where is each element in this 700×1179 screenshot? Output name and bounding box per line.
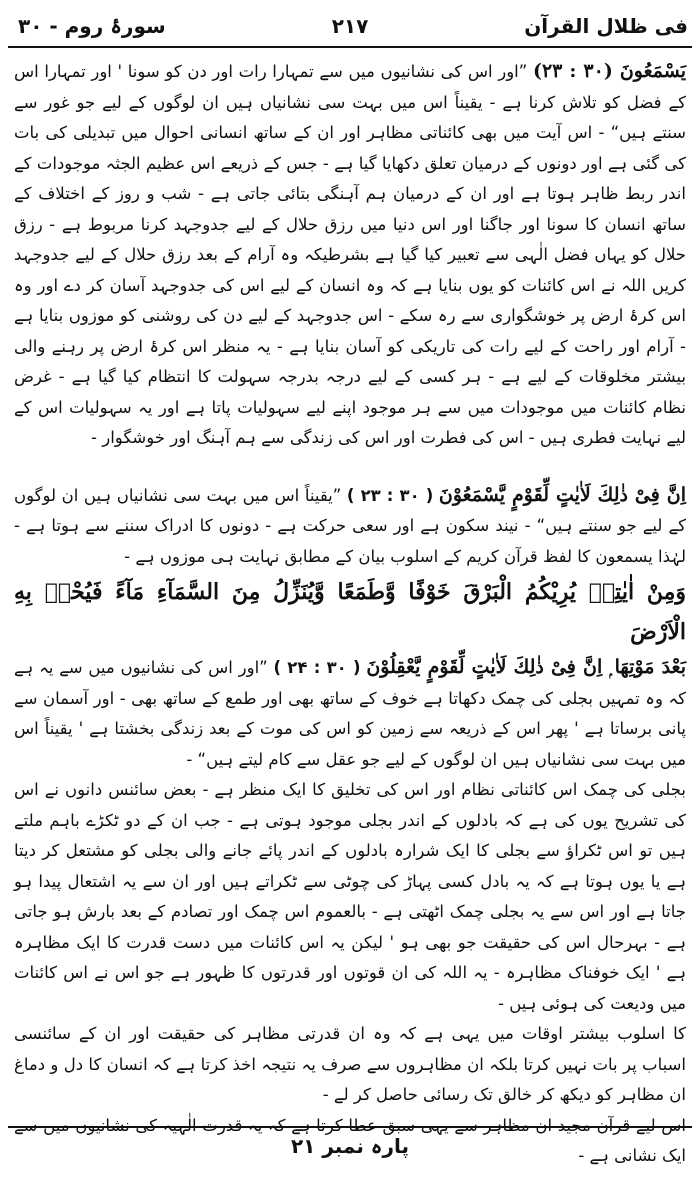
verse-fragment-1: يَسْمَعُونَ (۳۰ : ۲۳) xyxy=(532,60,686,82)
verse-reference-2: ( ۳۰ : ۲۳ ) xyxy=(346,485,434,505)
book-title: فی ظلال القرآن xyxy=(524,14,688,38)
para-number-footer: پارہ نمبر ۲۱ xyxy=(290,1134,410,1158)
surah-label: سورۂ روم - ۳۰ xyxy=(18,14,166,38)
footer-rule xyxy=(8,1126,692,1128)
paragraph-5: کا اسلوب بیشتر اوقات میں یہی ہے کہ وہ ان قدرتی مظاہر کی حقیقت اور ان کے سائنسی اسباب پر بات نہیں کرتا بلکہ ان مظاہروں سے صرف یہ نتیجہ اخذ کرتا ہے کہ انسان کا دل و دماغ ان مظاہر کو دیکھ کر خالق تک رسائی حاصل کر لے - xyxy=(14,1024,686,1104)
paragraph-4: بجلی کی چمک اس کائناتی نظام اور اس کی تخلیق کا ایک منظر ہے - بعض سائنس دانوں نے اس کی تشریح یوں کی ہے کہ بادلوں کے اندر بجلی موجود ہوتی ہے - جب ان کے دو ٹکڑے باہم ملتے ہیں تو اس ٹکراؤ سے بجلی کا ایک شرارہ بادلوں کے اندر پائے جانے والی بجلی کو مشتعل کر دیتا ہے یا یوں ہوتا ہے کہ یہ بادل کسی پہاڑ کی چوٹی سے ٹکراتے ہیں اور ان سے یہ اشتعال پیدا ہو جاتا ہے اور اس سے یہ بجلی چمک اٹھتی ہے - بالعموم اس چمک اور تصادم کے بعد بارش ہو جاتی ہے - بہرحال اس کی حقیقت جو بھی ہو ' لیکن یہ اس کائنات میں دست قدرت کا ایک مظاہرہ ہے ' ایک خوفناک مظاہرہ - یہ اللہ کی ان قوتوں اور قدرتوں کا ظہور ہے جو اس نے اس کائنات میں ودیعت کی ہوئی ہیں - xyxy=(14,780,686,1013)
header-rule xyxy=(8,46,692,48)
verse-fragment-3: بَعْدَ مَوْتِهَا ۭ اِنَّ فِیْ ذٰلِكَ لَاٰیٰتٍ لِّقَوْمٍ یَّعْقِلُوْنَ xyxy=(366,656,687,678)
paragraph-3 xyxy=(14,652,686,775)
page-number: ۲۱۷ xyxy=(331,14,369,38)
paragraph-1-text: ”اور اس کی نشانیوں میں سے تمہارا رات اور دن کو سونا ' اور تمہارا اس کے فضل کو تلاش کرنا ہے - یقیناً اس میں بہت سی نشانیاں ہیں ان لوگوں کے لیے جو غور سے سنتے ہیں“ - اس آیت میں بھی کائناتی مظاہر اور ان کے ساتھ انسانی احوال میں تبدیلی کی بات کی گئی ہے اور دونوں کے درمیان تعلق دکھایا گیا ہے - جس کے ذریعے اس عظیم الجثہ موجودات کے اندر ربط ظاہر ہوتا ہے اور ان کے درمیان ہم آہنگی بتائی جاتی ہے - شب و روز کے اختلاف کے ساتھ انسان کا سونا اور جاگنا اور اس دنیا میں رزق حلال کے لیے جدوجہد کرنا مربوط ہے - رزق حلال کو یہاں فضل الٰہی سے تعبیر کیا گیا ہے بشرطیکہ وہ آرام کے بعد رزق حلال کے لیے جدوجہد کریں اللہ نے اس کائنات کو یوں بنایا ہے کہ وہ انسان کے لیے اس کی جدوجہد آسان کر دے اور وہ اس کرۂ ارض پر خوشگواری سے رہ سکے - اس جدوجہد کے لیے دن کی روشنی کو موزوں بنایا ہے - آرام اور راحت کے لیے رات کی تاریکی کو آسان بنایا ہے - یہ منظر اس کرۂ ارض پر رہنے والی بیشتر مخلوقات کے لیے ہے - ہر کسی کے لیے درجہ بدرجہ سہولت کا انتظام کیا گیا ہے - غرض نظام کائنات میں موجودات میں سے ہر موجود اپنے لیے سہولیات پاتا ہے اور یہ سہولیات اس کے لیے نہایت فطری ہیں - اس کی فطرت اور اس کی زندگی سے ہم آہنگ اور خوشگوار - xyxy=(14,62,686,447)
verse-line: وَمِنْ اٰیٰتِهٖ یُرِیْكُمُ الْبَرْقَ خَوْفًا وَّطَمَعًا وَّیُنَزِّلُ مِنَ السَّمَآءِ مَآءً فَیُحْیٖ بِهِ الْاَرْضَ xyxy=(14,579,686,645)
verse-reference-3: ( ۳۰ : ۲۴ ) xyxy=(273,658,361,677)
paragraph-spacer xyxy=(14,454,686,480)
paragraph-3-text: ”اور اس کی نشانیوں میں سے یہ ہے کہ وہ تمہیں بجلی کی چمک دکھاتا ہے خوف کے ساتھ بھی اور طمع کے ساتھ بھی - اور آسمان سے پانی برساتا ہے ' پھر اس کے ذریعہ سے زمین کو اس کی موت کے بعد زندگی بخشتا ہے ' یقیناً اس میں بہت سی نشانیاں ہیں ان لوگوں کے لیے جو عقل سے کام لیتے ہیں“ - xyxy=(14,658,686,769)
paragraph-2-text: ”یقیناً اس میں بہت سی نشانیاں ہیں ان لوگوں کے لیے جو سنتے ہیں“ - نیند سکون ہے اور سعی حرکت ہے - دونوں کا ادراک سننے سے ہوتا ہے - لہٰذا یسمعون کا لفظ قرآن کریم کے اسلوب بیان کے مطابق نہایت ہی موزوں ہے - xyxy=(14,485,686,566)
verse-fragment-2: اِنَّ فِیْ ذٰلِكَ لَاٰیٰتٍ لِّقَوْمٍ یَّسْمَعُوْنَ xyxy=(438,483,687,506)
paragraph-2 xyxy=(14,480,686,573)
paragraph-1 xyxy=(14,56,686,454)
page-header xyxy=(8,10,692,46)
paragraph-6: اس لیے قرآن مجید ان مظاہر سے یہی سبق عطا کرتا ہے کہ یہ قدرت الٰہیہ کی نشانیوں میں سے ایک نشانی ہے - xyxy=(14,1115,686,1165)
